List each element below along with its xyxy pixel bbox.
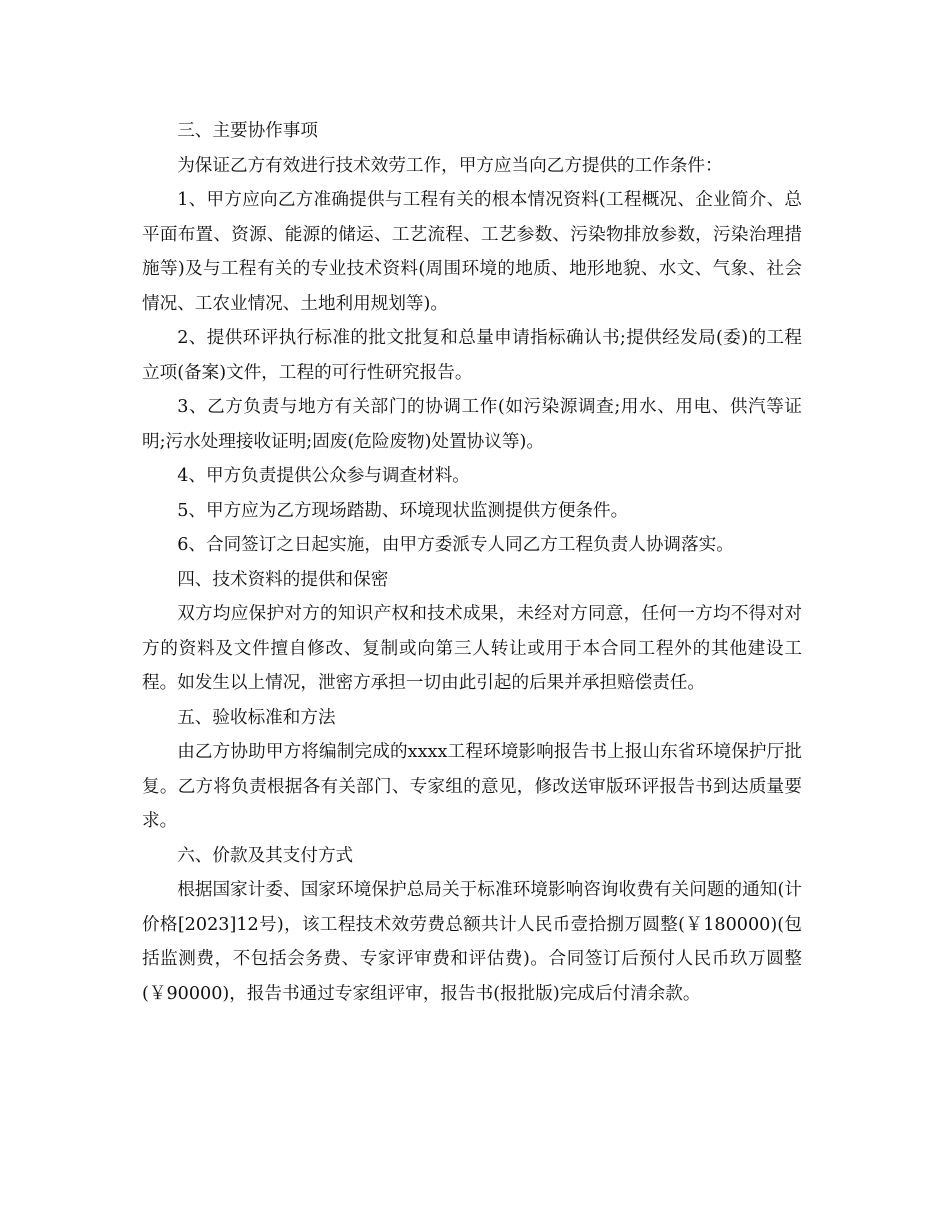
paragraph-item-2: 2、提供环评执行标准的批文批复和总量申请指标确认书;提供经发局(委)的工程立项(备案)文件，工程的可行性研究报告。 [142,328,802,383]
paragraph-item-6: 6、合同签订之日起实施，由甲方委派专人同乙方工程负责人协调落实。 [177,535,734,555]
paragraph-item-1: 1、甲方应向乙方准确提供与工程有关的根本情况资料(工程概况、企业简介、总平面布置、资源、能源的储运、工艺流程、工艺参数、污染物排放参数，污染治理措施等)及与工程有关的专业技术资料(周围环境的地质、地形地貌、水文、气象、社会情况、工农业情况、土地利用规划等)。 [142,190,802,314]
paragraph-confidentiality: 双方均应保护对方的知识产权和技术成果，未经对方同意，任何一方均不得对对方的资料及文件擅自修改、复制或向第三人转让或用于本合同工程外的其他建设工程。如发生以上情况，泄密方承担一切由此引起的后果并承担赔偿责任。 [142,604,802,693]
paragraph-item-4: 4、甲方负责提供公众参与调查材料。 [177,466,470,486]
paragraph-item-3: 3、乙方负责与地方有关部门的协调工作(如污染源调查;用水、用电、供汽等证明;污水处理接收证明;固废(危险废物)处置协议等)。 [142,397,802,452]
paragraph-intro: 为保证乙方有效进行技术效劳工作，甲方应当向乙方提供的工作条件： [177,155,723,176]
section-heading-6: 六、价款及其支付方式 [177,845,354,866]
paragraph-acceptance: 由乙方协助甲方将编制完成的xxxx工程环境影响报告书上报山东省环境保护厅批复。乙方将负责根据各有关部门、专家组的意见，修改送审版环评报告书到达质量要求。 [142,742,802,831]
section-heading-3: 三、主要协作事项 [177,121,318,141]
section-heading-5: 五、验收标准和方法 [177,707,336,728]
section-heading-4: 四、技术资料的提供和保密 [177,569,389,590]
paragraph-item-5: 5、甲方应为乙方现场踏勘、环境现状监测提供方便条件。 [177,500,629,521]
paragraph-payment: 根据国家计委、国家环境保护总局关于标准环境影响咨询收费有关问题的通知(计价格[2023]12号)，该工程技术效劳费总额共计人民币壹拾捌万圆整(￥180000)(包括监测费，不包括会务费、专家评审费和评估费)。合同签订后预付人民币玖万圆整(￥90000)，报告书通过专家组评审，报告书(报批版)完成后付清余款。 [142,880,802,1004]
document-body [142,114,802,1011]
